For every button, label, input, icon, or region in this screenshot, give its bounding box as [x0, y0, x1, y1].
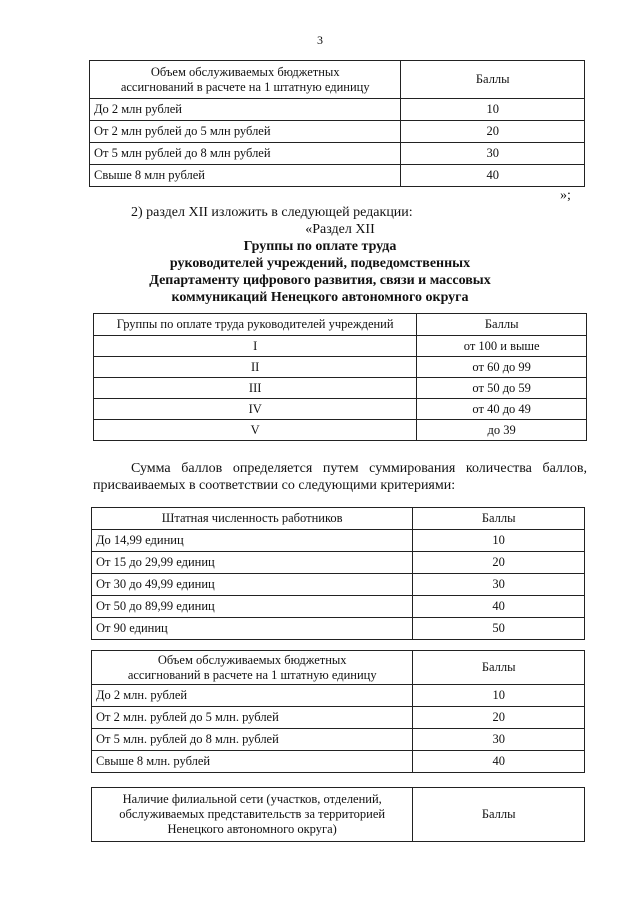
row-label: I [94, 336, 417, 357]
row-value: 20 [401, 121, 585, 143]
table-row [92, 618, 585, 640]
budget-table [91, 650, 585, 773]
row-value: 40 [413, 751, 585, 773]
row-label: От 30 до 49,99 единиц [92, 574, 413, 596]
row-label: До 14,99 единиц [92, 530, 413, 552]
amendment-item-2: 2) раздел XII изложить в следующей редакции: [131, 205, 413, 220]
row-label: До 2 млн. рублей [92, 685, 413, 707]
row-value: до 39 [417, 420, 587, 441]
header-cell: Штатная численность работников [92, 508, 413, 530]
table-header-row [92, 508, 585, 530]
row-value: 50 [413, 618, 585, 640]
branch-network-table [91, 787, 585, 842]
table-row [94, 378, 587, 399]
budget-table-top [89, 60, 585, 187]
table-row [90, 121, 585, 143]
section-title-line: руководителей учреждений, подведомственных [169, 256, 471, 271]
header-cell: Объем обслуживаемых бюджетных ассигнований в расчете на 1 штатную единицу [90, 61, 401, 99]
header-cell: Группы по оплате труда руководителей учреждений [94, 314, 417, 336]
header-cell: Баллы [417, 314, 587, 336]
staff-count-table [91, 507, 585, 640]
row-label: От 2 млн. рублей до 5 млн. рублей [92, 707, 413, 729]
table-row [90, 165, 585, 187]
table-header-row [90, 61, 585, 99]
row-value: 40 [413, 596, 585, 618]
table-header-row [92, 651, 585, 685]
table-row [94, 357, 587, 378]
row-value: 30 [413, 729, 585, 751]
table-row [92, 552, 585, 574]
header-cell: Наличие филиальной сети (участков, отделений, обслуживаемых представительств за территорией Ненецкого автономного округа) [92, 788, 413, 842]
row-value: 10 [413, 685, 585, 707]
section-title [0, 238, 640, 306]
row-label: IV [94, 399, 417, 420]
table-row [94, 420, 587, 441]
section-title-line: коммуникаций Ненецкого автономного округа [171, 290, 469, 305]
row-value: 20 [413, 552, 585, 574]
row-value: 10 [413, 530, 585, 552]
page-number: 3 [317, 33, 323, 47]
table-row [92, 530, 585, 552]
table-row [92, 751, 585, 773]
table-row [94, 336, 587, 357]
header-cell: Баллы [401, 61, 585, 99]
row-value: от 100 и выше [417, 336, 587, 357]
row-value: 10 [401, 99, 585, 121]
table-row [92, 707, 585, 729]
row-label: От 15 до 29,99 единиц [92, 552, 413, 574]
row-label: V [94, 420, 417, 441]
header-cell: Объем обслуживаемых бюджетных ассигнований в расчете на 1 штатную единицу [92, 651, 413, 685]
header-cell: Баллы [413, 651, 585, 685]
row-value: 40 [401, 165, 585, 187]
table-row [90, 99, 585, 121]
section-label: «Раздел XII [305, 222, 375, 237]
row-label: От 5 млн рублей до 8 млн рублей [90, 143, 401, 165]
sum-paragraph: Сумма баллов определяется путем суммирования количества баллов, присваиваемых в соответствии со следующими критериями: [93, 461, 587, 493]
row-label: От 5 млн. рублей до 8 млн. рублей [92, 729, 413, 751]
closing-quote: »; [560, 188, 571, 203]
table-row [90, 143, 585, 165]
table-row [92, 685, 585, 707]
section-title-line: Группы по оплате труда [243, 239, 397, 254]
row-label: От 2 млн рублей до 5 млн рублей [90, 121, 401, 143]
row-label: Свыше 8 млн. рублей [92, 751, 413, 773]
row-value: 30 [413, 574, 585, 596]
table-row [92, 574, 585, 596]
row-value: от 40 до 49 [417, 399, 587, 420]
row-label: От 90 единиц [92, 618, 413, 640]
row-label: II [94, 357, 417, 378]
header-cell: Баллы [413, 508, 585, 530]
row-label: III [94, 378, 417, 399]
row-label: До 2 млн рублей [90, 99, 401, 121]
table-header-row [94, 314, 587, 336]
row-value: 20 [413, 707, 585, 729]
row-value: от 50 до 59 [417, 378, 587, 399]
row-value: 30 [401, 143, 585, 165]
section-title-line: Департаменту цифрового развития, связи и массовых [149, 273, 491, 288]
pay-groups-table [93, 313, 587, 441]
table-row [92, 596, 585, 618]
header-cell: Баллы [413, 788, 585, 842]
row-label: Свыше 8 млн рублей [90, 165, 401, 187]
table-header-row [92, 788, 585, 842]
table-row [92, 729, 585, 751]
table-row [94, 399, 587, 420]
row-label: От 50 до 89,99 единиц [92, 596, 413, 618]
row-value: от 60 до 99 [417, 357, 587, 378]
